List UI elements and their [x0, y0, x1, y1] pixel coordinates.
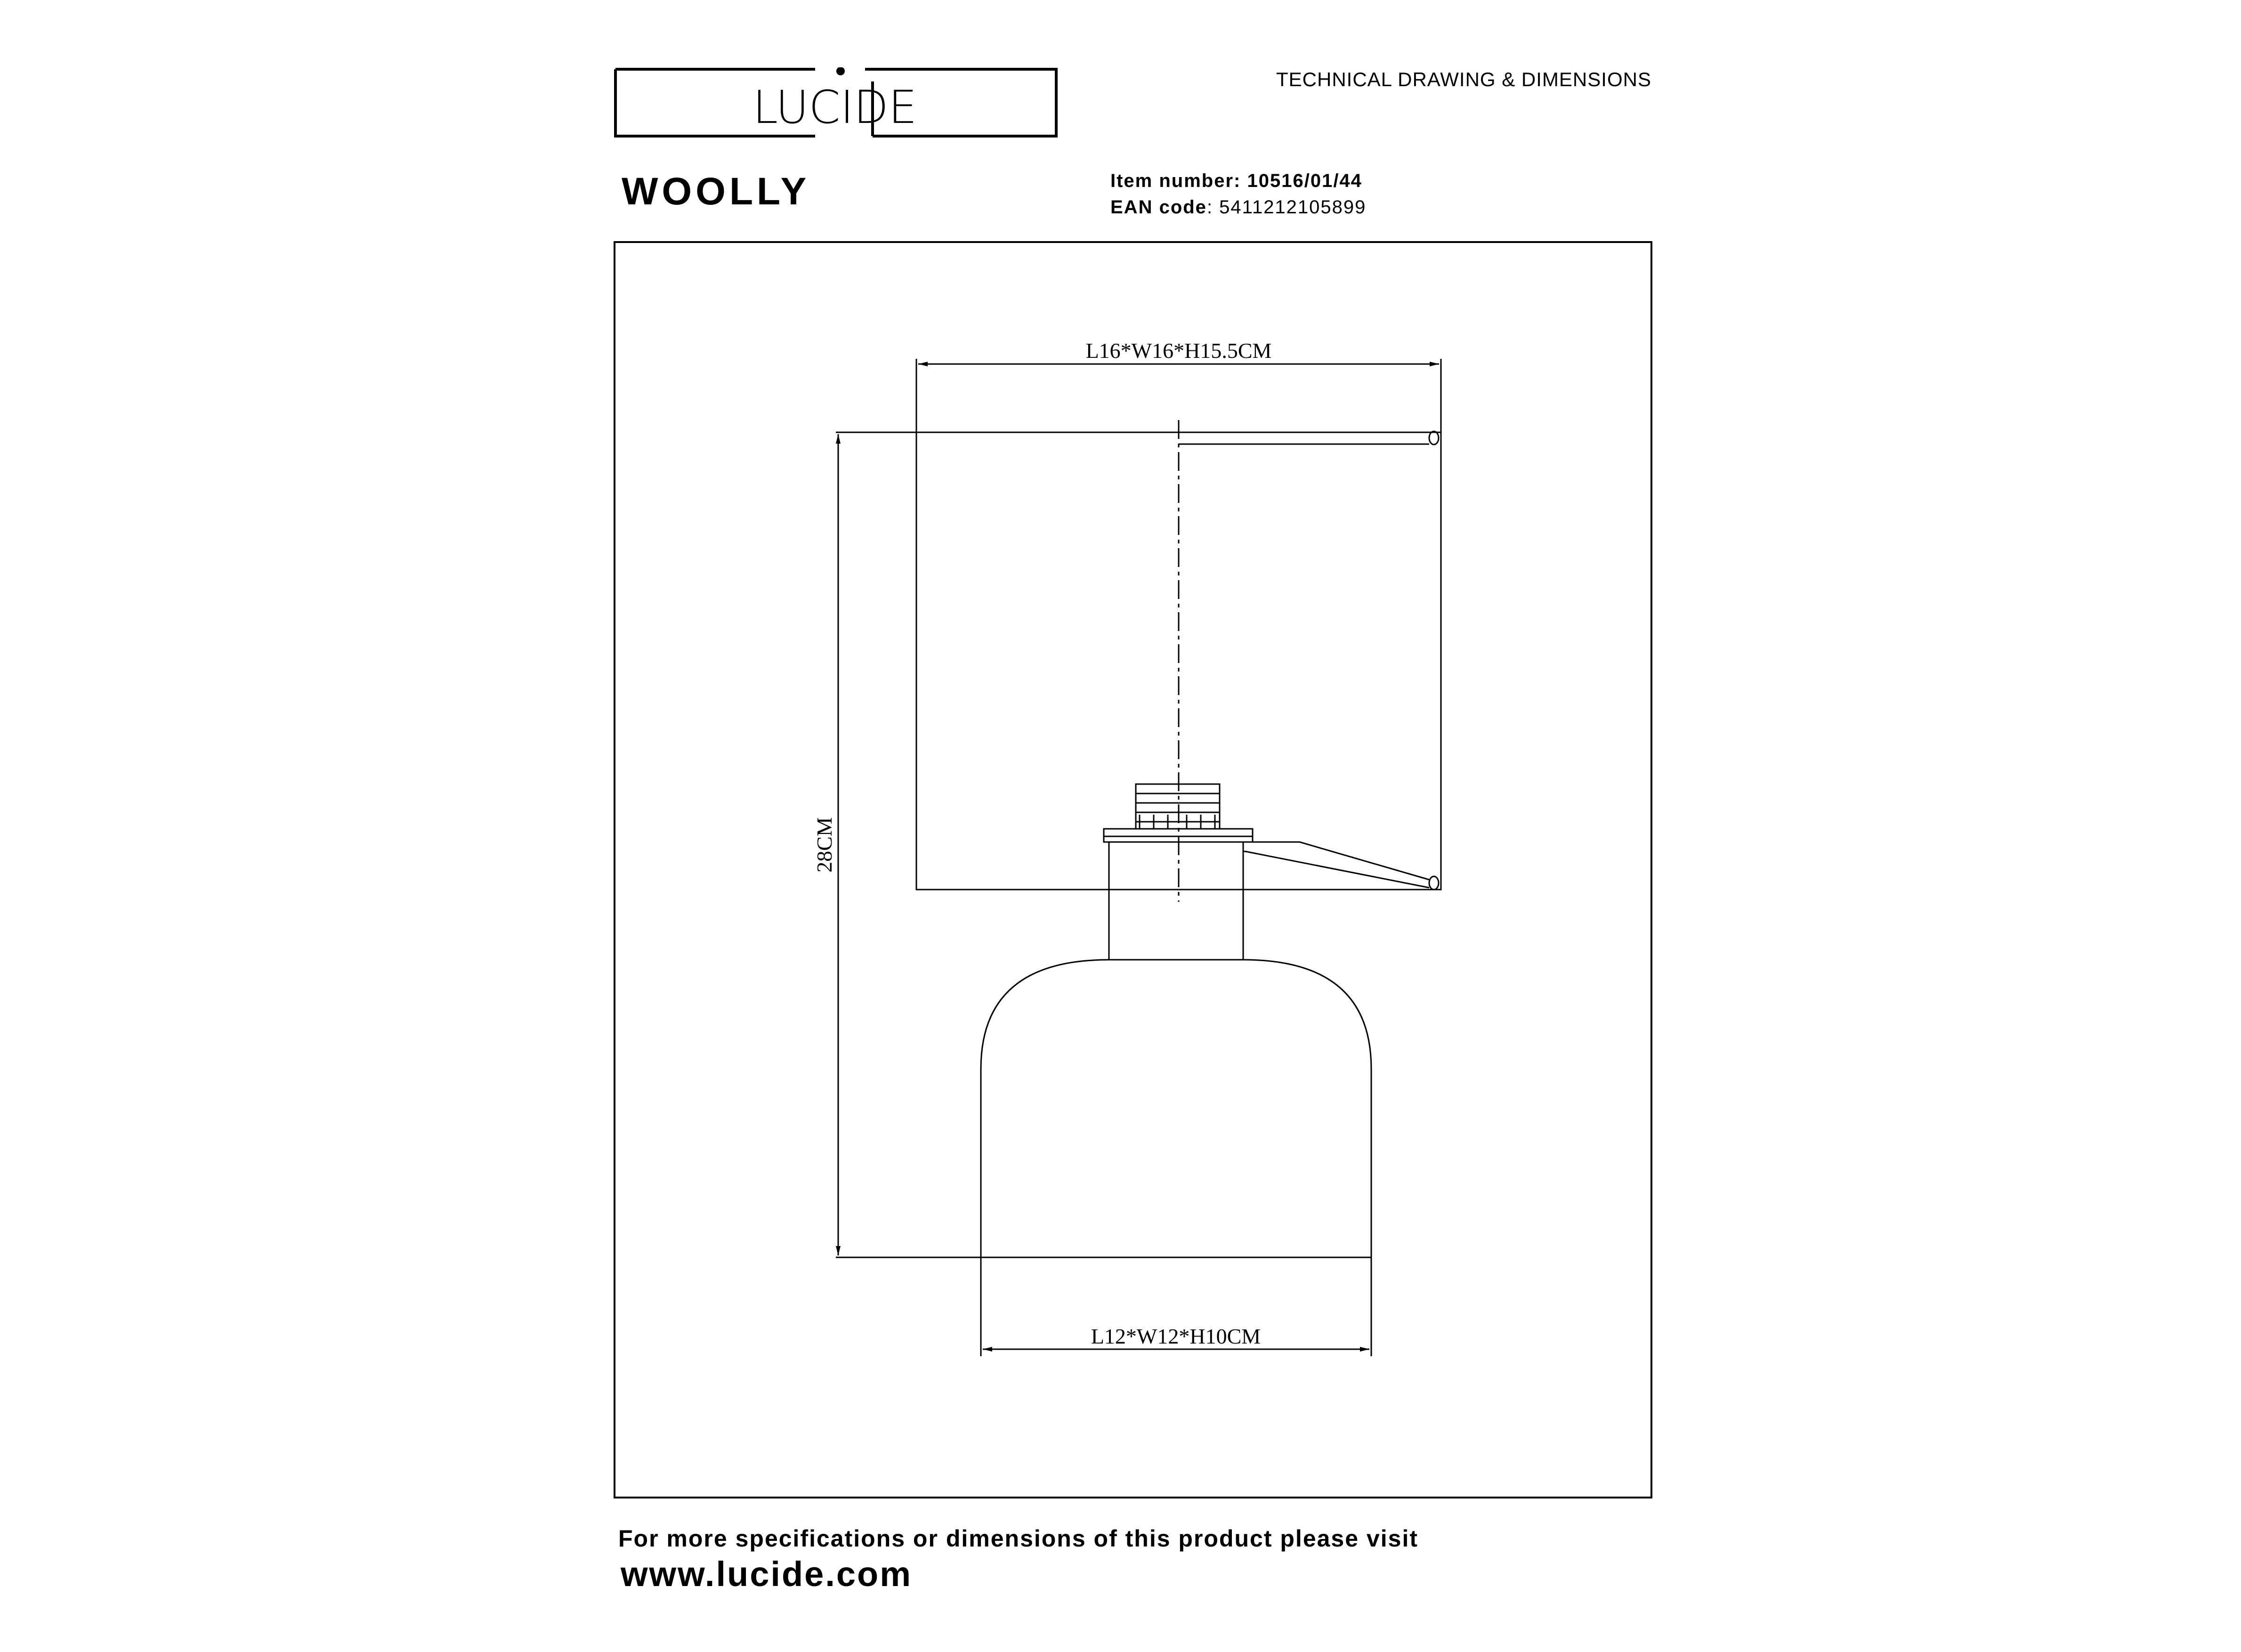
footer-text: For more specifications or dimensions of this product please visit — [618, 1525, 1418, 1552]
ean-code-label: EAN code — [1110, 197, 1207, 218]
document-type: TECHNICAL DRAWING & DIMENSIONS — [1276, 68, 1651, 90]
logo-wordmark: LUCIDE — [752, 81, 917, 134]
lucide-logo — [614, 67, 1058, 138]
item-number-value: 10516/01/44 — [1247, 170, 1362, 191]
item-number-label: Item number — [1110, 170, 1234, 191]
drawing-frame — [614, 241, 1652, 1498]
shade-dimension-label: L16*W16*H15.5CM — [1085, 339, 1272, 363]
ean-code-line: EAN code: 5411212105899 — [1110, 197, 1367, 218]
item-number-line: Item number: 10516/01/44 — [1110, 170, 1362, 191]
total-height-label: 28CM — [812, 817, 836, 873]
product-name: WOOLLY — [622, 170, 810, 213]
ean-code-value: 5411212105899 — [1219, 197, 1367, 218]
footer-url-link[interactable]: www.lucide.com — [621, 1555, 913, 1594]
base-dimension-label: L12*W12*H10CM — [1091, 1324, 1261, 1348]
